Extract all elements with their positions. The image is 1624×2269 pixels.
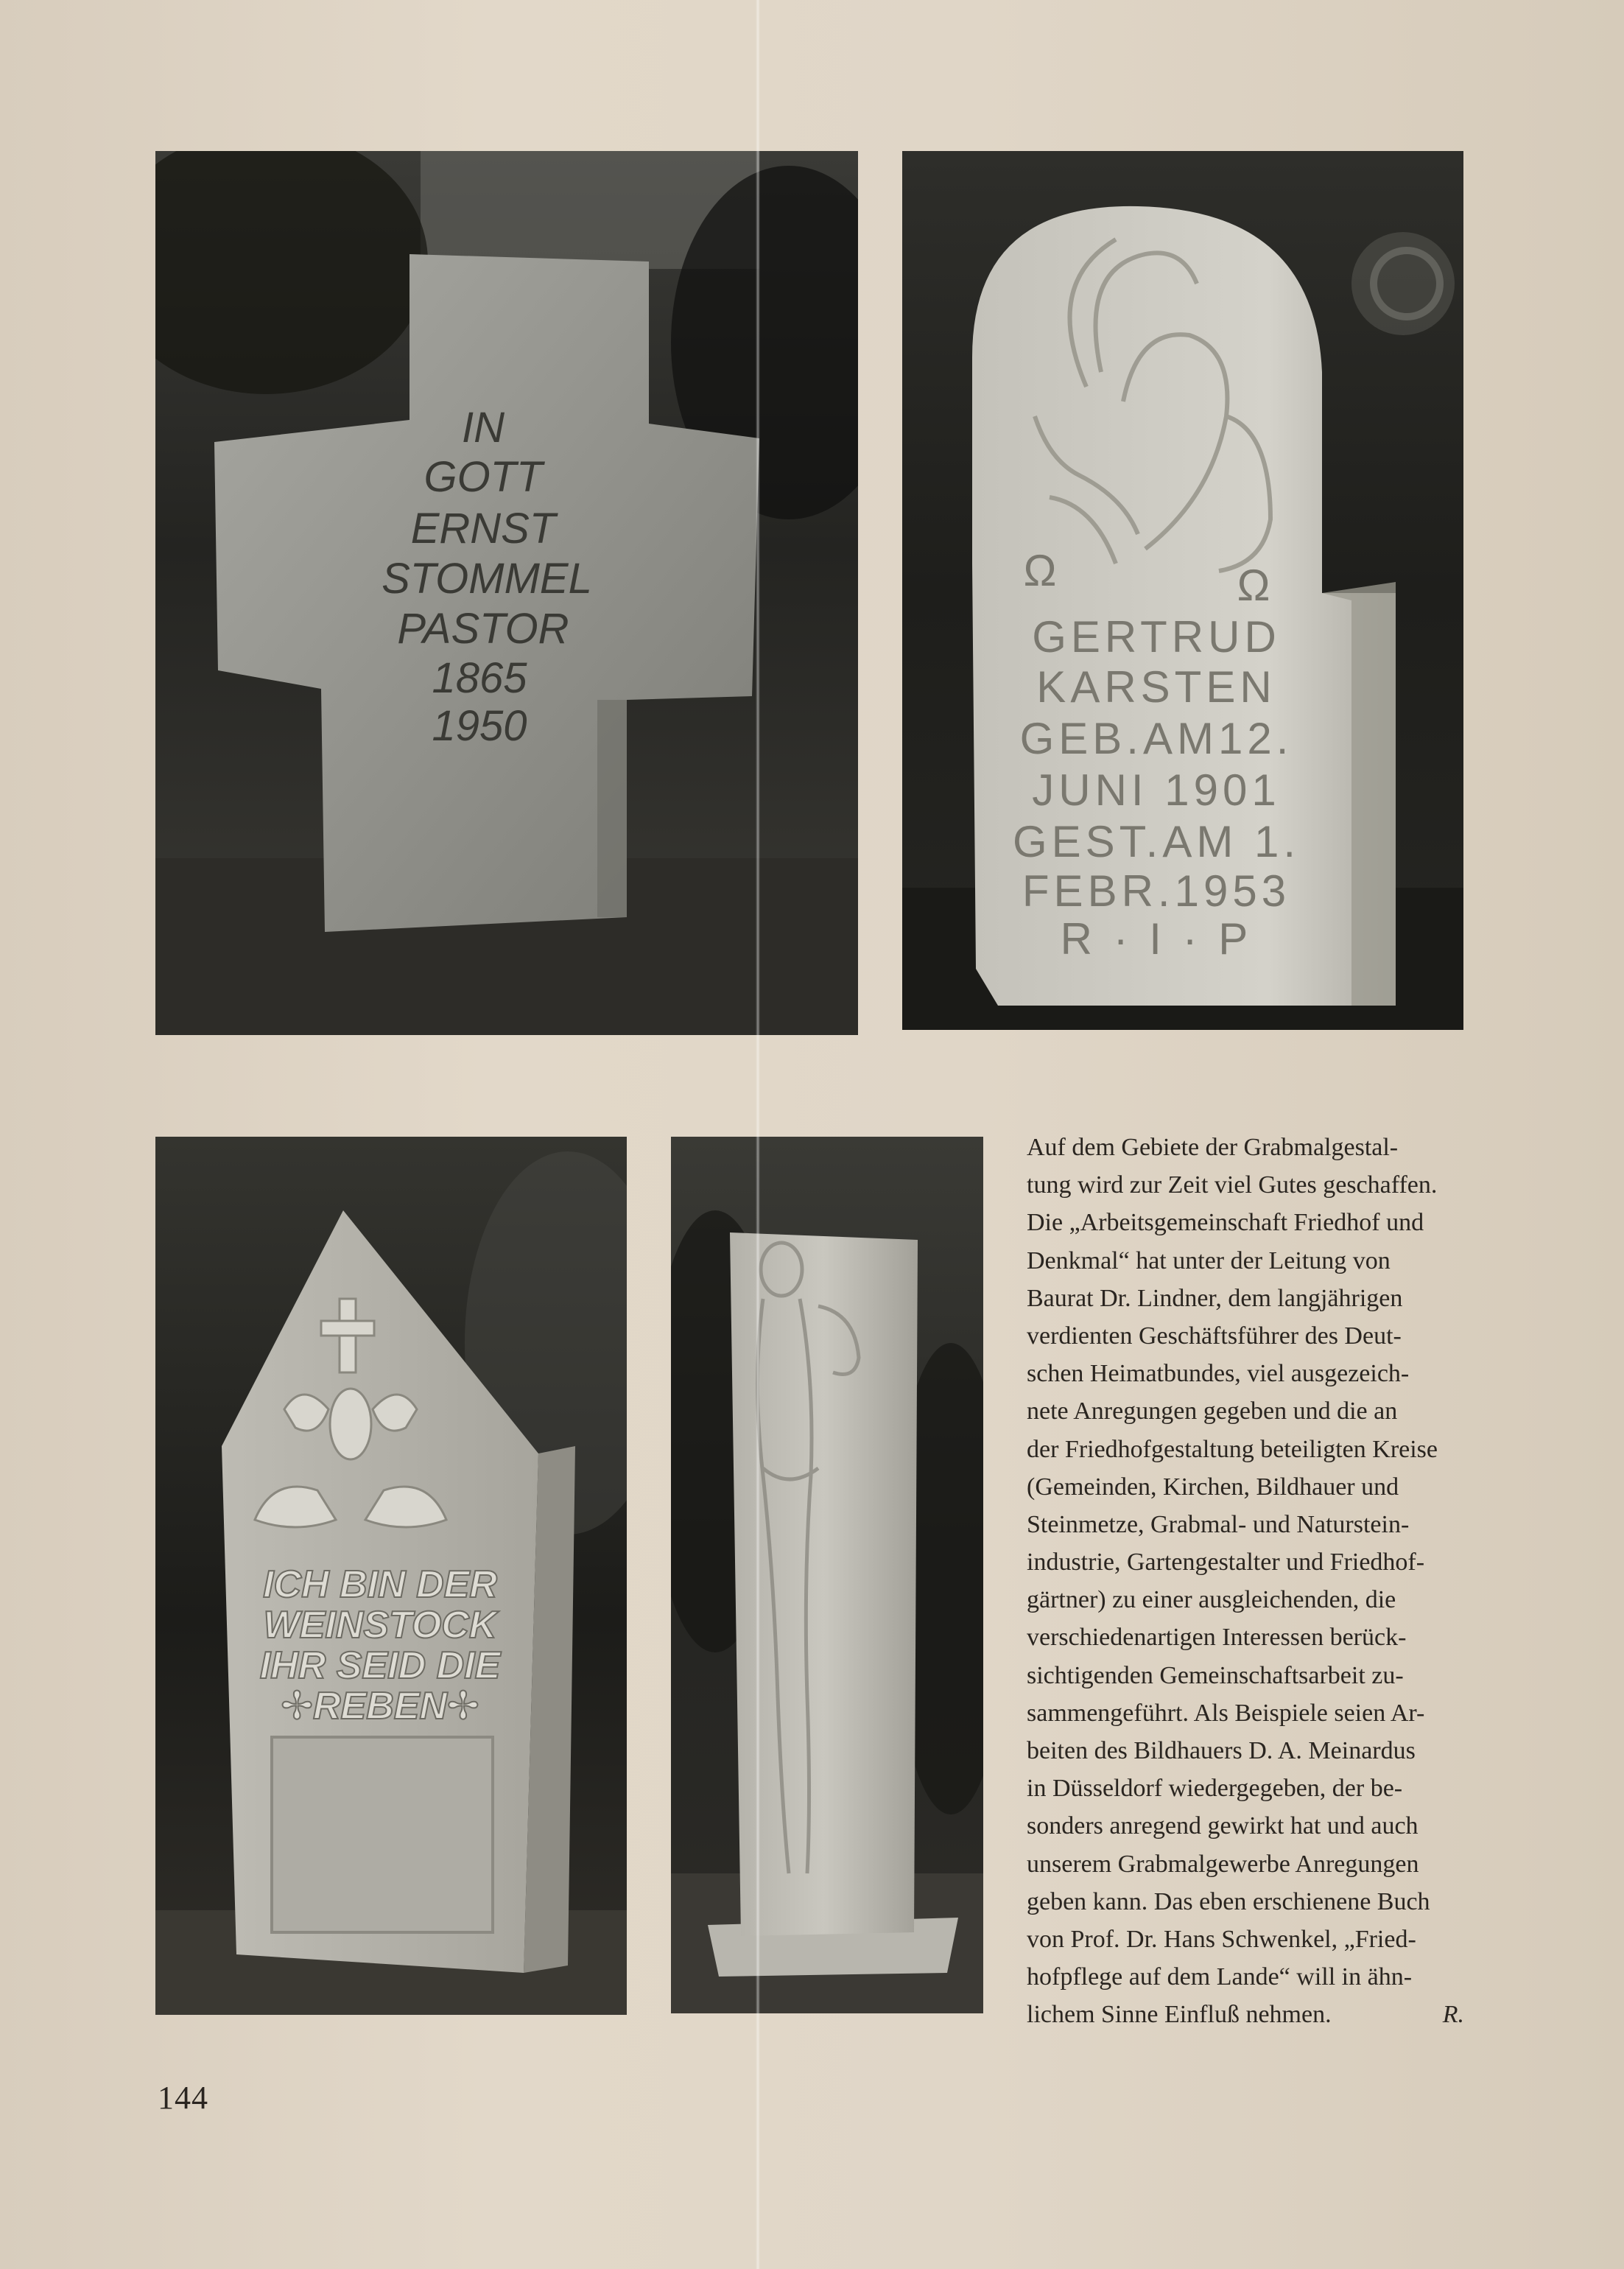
text-line-content: der Friedhofgestaltung beteiligten Kreise bbox=[1027, 1435, 1438, 1463]
page-number: 144 bbox=[158, 2080, 208, 2116]
text-line bbox=[1027, 1431, 1469, 1468]
arch-line: GEST.AM 1. bbox=[1012, 817, 1301, 866]
alpha-omega-symbol: Ω bbox=[1237, 561, 1275, 610]
text-line-content: geben kann. Das eben erschienene Buch bbox=[1027, 1887, 1430, 1915]
text-line bbox=[1027, 1694, 1469, 1732]
text-line bbox=[1027, 1317, 1469, 1355]
text-line bbox=[1027, 1883, 1469, 1921]
text-line bbox=[1027, 1657, 1469, 1694]
text-line-content: Die „Arbeitsgemeinschaft Friedhof und bbox=[1027, 1209, 1424, 1237]
text-line bbox=[1027, 1204, 1469, 1241]
text-line bbox=[1027, 1921, 1469, 1958]
cross-line: 1865 bbox=[432, 654, 527, 702]
text-line bbox=[1027, 1958, 1469, 1996]
text-line-content: sammengeführt. Als Beispiele seien Ar- bbox=[1027, 1699, 1425, 1727]
text-line-content: nete Anregungen gegeben und die an bbox=[1027, 1397, 1398, 1425]
text-line bbox=[1027, 1770, 1469, 1807]
gable-inscription bbox=[260, 1563, 502, 1728]
text-line-content: Denkmal“ hat unter der Leitung von bbox=[1027, 1246, 1391, 1274]
text-line-content: tung wird zur Zeit viel Gutes geschaffen. bbox=[1027, 1171, 1438, 1199]
page-fold bbox=[756, 0, 760, 2269]
text-line-content: lichem Sinne Einfluß nehmen. bbox=[1027, 2001, 1332, 2029]
text-line bbox=[1027, 1732, 1469, 1770]
text-line bbox=[1027, 1543, 1469, 1581]
cross-line: IN bbox=[462, 404, 505, 452]
cross-line: PASTOR bbox=[397, 605, 569, 653]
text-line-content: schen Heimatbundes, viel ausgezeich- bbox=[1027, 1360, 1410, 1388]
text-line bbox=[1027, 1129, 1469, 1166]
text-line-content: beiten des Bildhauers D. A. Meinardus bbox=[1027, 1737, 1416, 1764]
text-line-content: unserem Grabmalgewerbe Anregungen bbox=[1027, 1850, 1419, 1878]
text-line-content: sichtigenden Gemeinschaftsarbeit zu- bbox=[1027, 1661, 1404, 1689]
text-line-content: industrie, Gartengestalter und Friedhof- bbox=[1027, 1549, 1425, 1577]
text-line bbox=[1027, 1807, 1469, 1845]
text-line-content: gärtner) zu einer ausgleichenden, die bbox=[1027, 1586, 1396, 1614]
arch-line: FEBR.1953 bbox=[1022, 866, 1291, 916]
photo-cross-gravestone bbox=[155, 151, 858, 1035]
alpha-omega-symbol: Ω bbox=[1023, 546, 1061, 595]
text-line-content: verschiedenartigen Interessen berück- bbox=[1027, 1624, 1407, 1652]
arch-line: R · I · P bbox=[1060, 914, 1253, 964]
text-line bbox=[1027, 1392, 1469, 1430]
gable-line: ✢REBEN✢ bbox=[281, 1685, 479, 1728]
text-line-content: Steinmetze, Grabmal- und Naturstein- bbox=[1027, 1510, 1410, 1538]
text-line bbox=[1027, 1581, 1469, 1619]
text-line bbox=[1027, 1166, 1469, 1204]
arch-line: GEB.AM12. bbox=[1019, 714, 1293, 763]
gable-line: IHR SEID DIE bbox=[259, 1644, 501, 1687]
text-line-content: sonders anregend gewirkt hat und auch bbox=[1027, 1812, 1419, 1840]
text-line-last bbox=[1027, 1996, 1469, 2033]
cross-line: ERNST bbox=[410, 505, 556, 553]
photo-stele-gravestone bbox=[671, 1137, 983, 2013]
cross-line: GOTT bbox=[423, 453, 543, 501]
text-line-content: hofpflege auf dem Lande“ will in ähn- bbox=[1027, 1963, 1413, 1991]
text-line bbox=[1027, 1242, 1469, 1280]
gable-line: WEINSTOCK bbox=[263, 1604, 497, 1646]
body-text bbox=[1027, 1129, 1469, 2034]
author-signature: R. bbox=[1442, 2001, 1464, 2029]
text-line-content: Auf dem Gebiete der Grabmalgestal- bbox=[1027, 1134, 1399, 1161]
text-line-content: von Prof. Dr. Hans Schwenkel, „Fried- bbox=[1027, 1925, 1416, 1953]
text-line bbox=[1027, 1619, 1469, 1656]
cross-line: 1950 bbox=[432, 702, 527, 750]
arch-line: GERTRUD bbox=[1032, 612, 1281, 662]
cross-line: STOMMEL bbox=[382, 555, 592, 603]
text-line-content: in Düsseldorf wiedergegeben, der be- bbox=[1027, 1775, 1403, 1803]
arch-line: KARSTEN bbox=[1036, 662, 1276, 712]
text-line bbox=[1027, 1280, 1469, 1317]
arch-line: JUNI 1901 bbox=[1032, 765, 1281, 815]
text-line-content: (Gemeinden, Kirchen, Bildhauer und bbox=[1027, 1473, 1399, 1501]
text-line bbox=[1027, 1506, 1469, 1543]
text-line bbox=[1027, 1845, 1469, 1883]
gable-line: ICH BIN DER bbox=[263, 1563, 497, 1606]
text-line-content: Baurat Dr. Lindner, dem langjährigen bbox=[1027, 1284, 1403, 1312]
text-line bbox=[1027, 1355, 1469, 1392]
photo-arched-gravestone bbox=[902, 151, 1463, 1030]
text-line-content: verdienten Geschäftsführer des Deut- bbox=[1027, 1322, 1402, 1350]
photo-gabled-gravestone bbox=[155, 1137, 627, 2015]
text-line bbox=[1027, 1468, 1469, 1506]
